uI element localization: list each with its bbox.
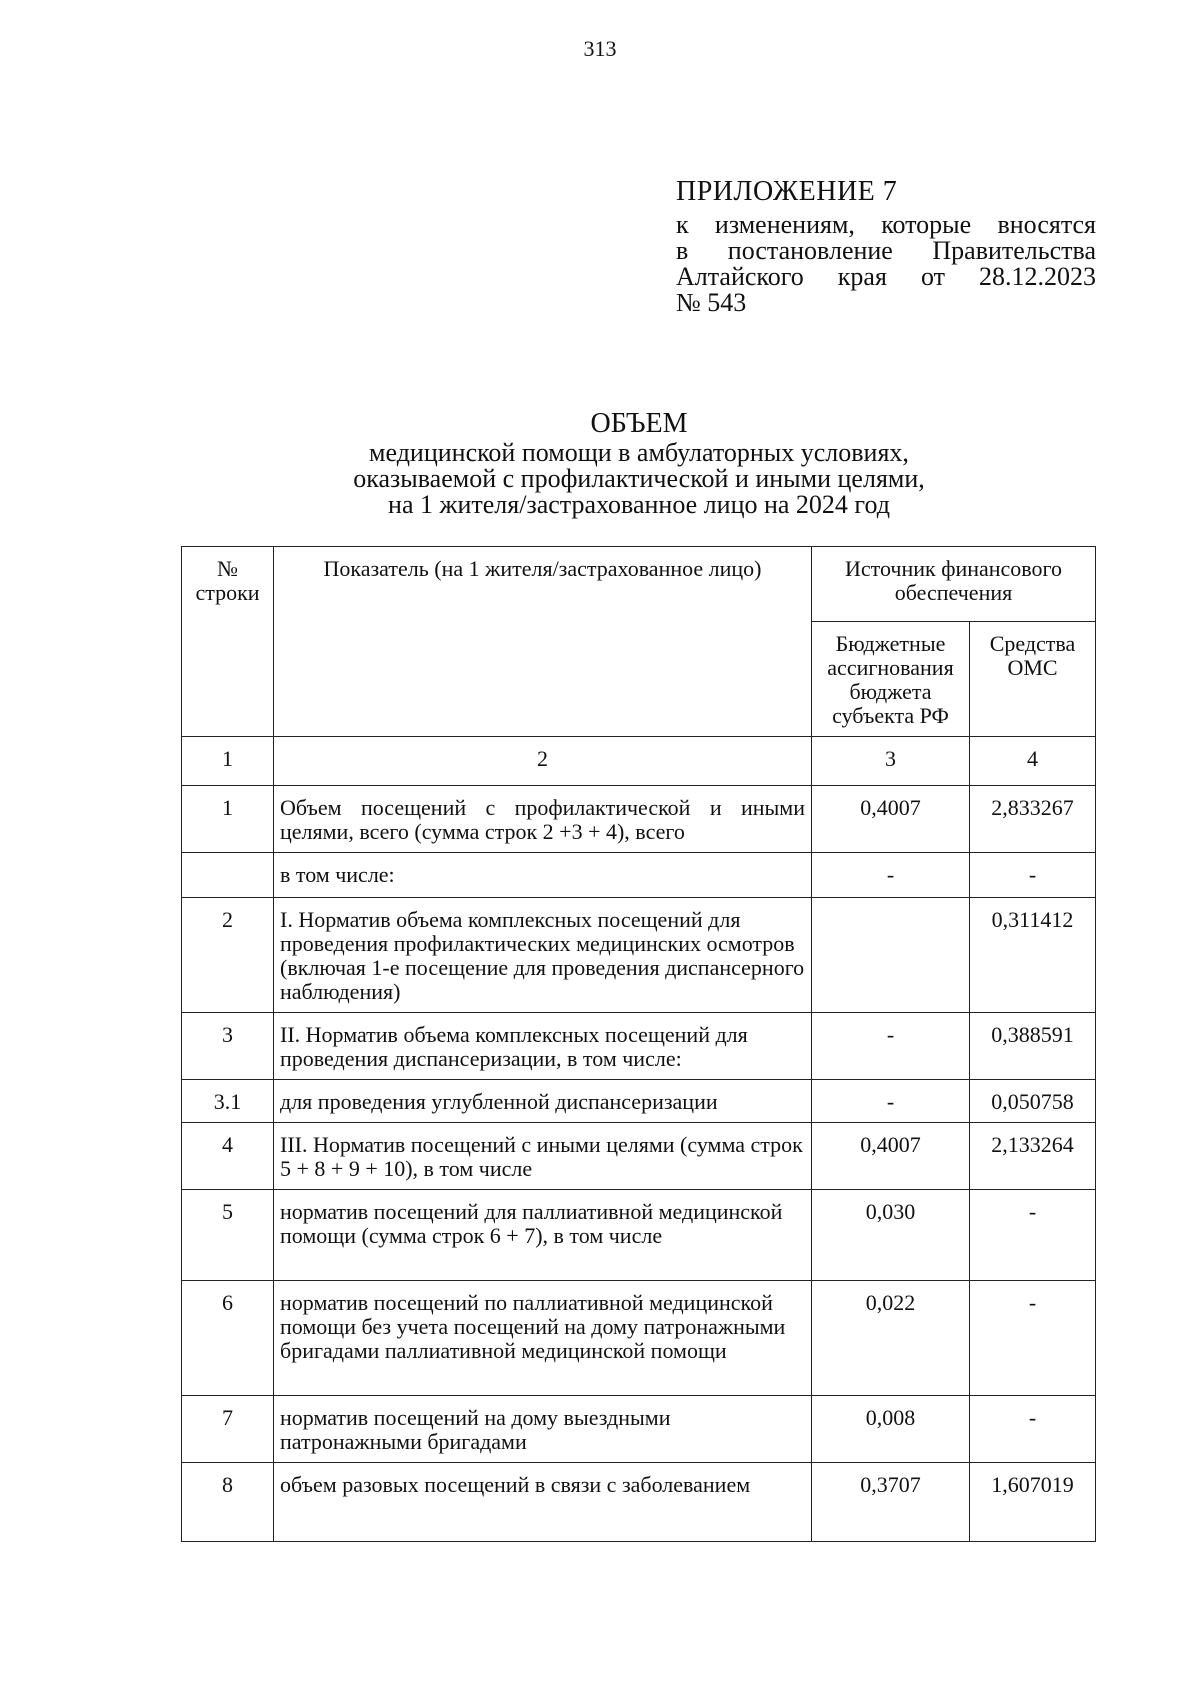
row-budget-value: -: [812, 1013, 970, 1080]
row-budget-value: 0,030: [812, 1190, 970, 1281]
table-row: [182, 1123, 1096, 1190]
row-number: 2: [182, 898, 274, 1013]
row-number: 7: [182, 1396, 274, 1463]
row-oms-value: 0,311412: [970, 898, 1096, 1013]
row-number: 5: [182, 1190, 274, 1281]
row-number: [182, 853, 274, 898]
column-number: 3: [812, 737, 970, 786]
row-oms-value: -: [970, 1396, 1096, 1463]
appendix-line: к изменениям, которые вносятся: [676, 210, 1096, 239]
row-number: 3.1: [182, 1080, 274, 1123]
column-number: 1: [182, 737, 274, 786]
header-row-number: № строки: [182, 547, 274, 737]
row-oms-value: -: [970, 1281, 1096, 1396]
row-indicator: II. Норматив объема комплексных посещений для проведения диспансеризации, в том числе:: [274, 1013, 812, 1080]
table-header-row: [182, 547, 1096, 622]
volume-table: [181, 546, 1096, 1542]
appendix-block: [676, 176, 1096, 316]
row-indicator: в том числе:: [274, 853, 812, 898]
appendix-line: № 543: [676, 288, 747, 317]
row-oms-value: 0,050758: [970, 1080, 1096, 1123]
row-budget-value: 0,4007: [812, 786, 970, 853]
header-indicator: Показатель (на 1 жителя/застрахованное лицо): [274, 547, 812, 737]
row-indicator: I. Норматив объема комплексных посещений для проведения профилактических медицинских осмотров (включая 1-е посещение для проведения диспансерного наблюдения): [274, 898, 812, 1013]
header-financing-source: Источник финансового обеспечения: [812, 547, 1096, 622]
document-title-line: оказываемой с профилактической и иными целями,: [353, 464, 925, 493]
row-indicator: III. Норматив посещений с иными целями (сумма строк 5 + 8 + 9 + 10), в том числе: [274, 1123, 812, 1190]
column-number-row: [182, 737, 1096, 786]
column-number: 4: [970, 737, 1096, 786]
table-row: [182, 1080, 1096, 1123]
row-oms-value: 0,388591: [970, 1013, 1096, 1080]
row-budget-value: -: [812, 853, 970, 898]
appendix-title: ПРИЛОЖЕНИЕ 7: [676, 176, 898, 207]
table-row: [182, 853, 1096, 898]
row-oms-value: 2,133264: [970, 1123, 1096, 1190]
row-indicator: норматив посещений для паллиативной медицинской помощи (сумма строк 6 + 7), в том числе: [274, 1190, 812, 1281]
header-budget: Бюджетные ассигнования бюджета субъекта РФ: [812, 622, 970, 737]
document-title-line: на 1 жителя/застрахованное лицо на 2024 год: [388, 490, 890, 519]
table-row: [182, 1013, 1096, 1080]
appendix-line: в постановление Правительства: [676, 236, 1096, 265]
row-indicator: Объем посещений с профилактической и иными целями, всего (сумма строк 2 +3 + 4), всего: [274, 786, 812, 853]
document-title-line: медицинской помощи в амбулаторных условиях,: [369, 438, 909, 467]
row-oms-value: -: [970, 853, 1096, 898]
row-number: 8: [182, 1463, 274, 1542]
row-oms-value: 2,833267: [970, 786, 1096, 853]
row-budget-value: -: [812, 1080, 970, 1123]
page-number: 313: [583, 36, 617, 61]
row-budget-value: 0,022: [812, 1281, 970, 1396]
row-indicator: объем разовых посещений в связи с заболеванием: [274, 1463, 812, 1542]
row-number: 1: [182, 786, 274, 853]
table-row: [182, 1281, 1096, 1396]
header-oms: Средства ОМС: [970, 622, 1096, 737]
table-row: [182, 1396, 1096, 1463]
row-budget-value: 0,3707: [812, 1463, 970, 1542]
row-number: 6: [182, 1281, 274, 1396]
document-title-main: ОБЪЕМ: [590, 408, 688, 439]
table-row: [182, 786, 1096, 853]
row-oms-value: -: [970, 1190, 1096, 1281]
document-title: [0, 408, 1200, 518]
row-number: 4: [182, 1123, 274, 1190]
appendix-line: Алтайского края от 28.12.2023: [676, 262, 1096, 291]
row-number: 3: [182, 1013, 274, 1080]
table-row: [182, 1190, 1096, 1281]
row-indicator: норматив посещений на дому выездными патронажными бригадами: [274, 1396, 812, 1463]
row-indicator: для проведения углубленной диспансеризации: [274, 1080, 812, 1123]
table-row: [182, 1463, 1096, 1542]
row-budget-value: [812, 898, 970, 1013]
row-budget-value: 0,4007: [812, 1123, 970, 1190]
column-number: 2: [274, 737, 812, 786]
table-row: [182, 898, 1096, 1013]
row-indicator: норматив посещений по паллиативной медицинской помощи без учета посещений на дому патронажными бригадами паллиативной медицинской помощи: [274, 1281, 812, 1396]
row-budget-value: 0,008: [812, 1396, 970, 1463]
row-oms-value: 1,607019: [970, 1463, 1096, 1542]
